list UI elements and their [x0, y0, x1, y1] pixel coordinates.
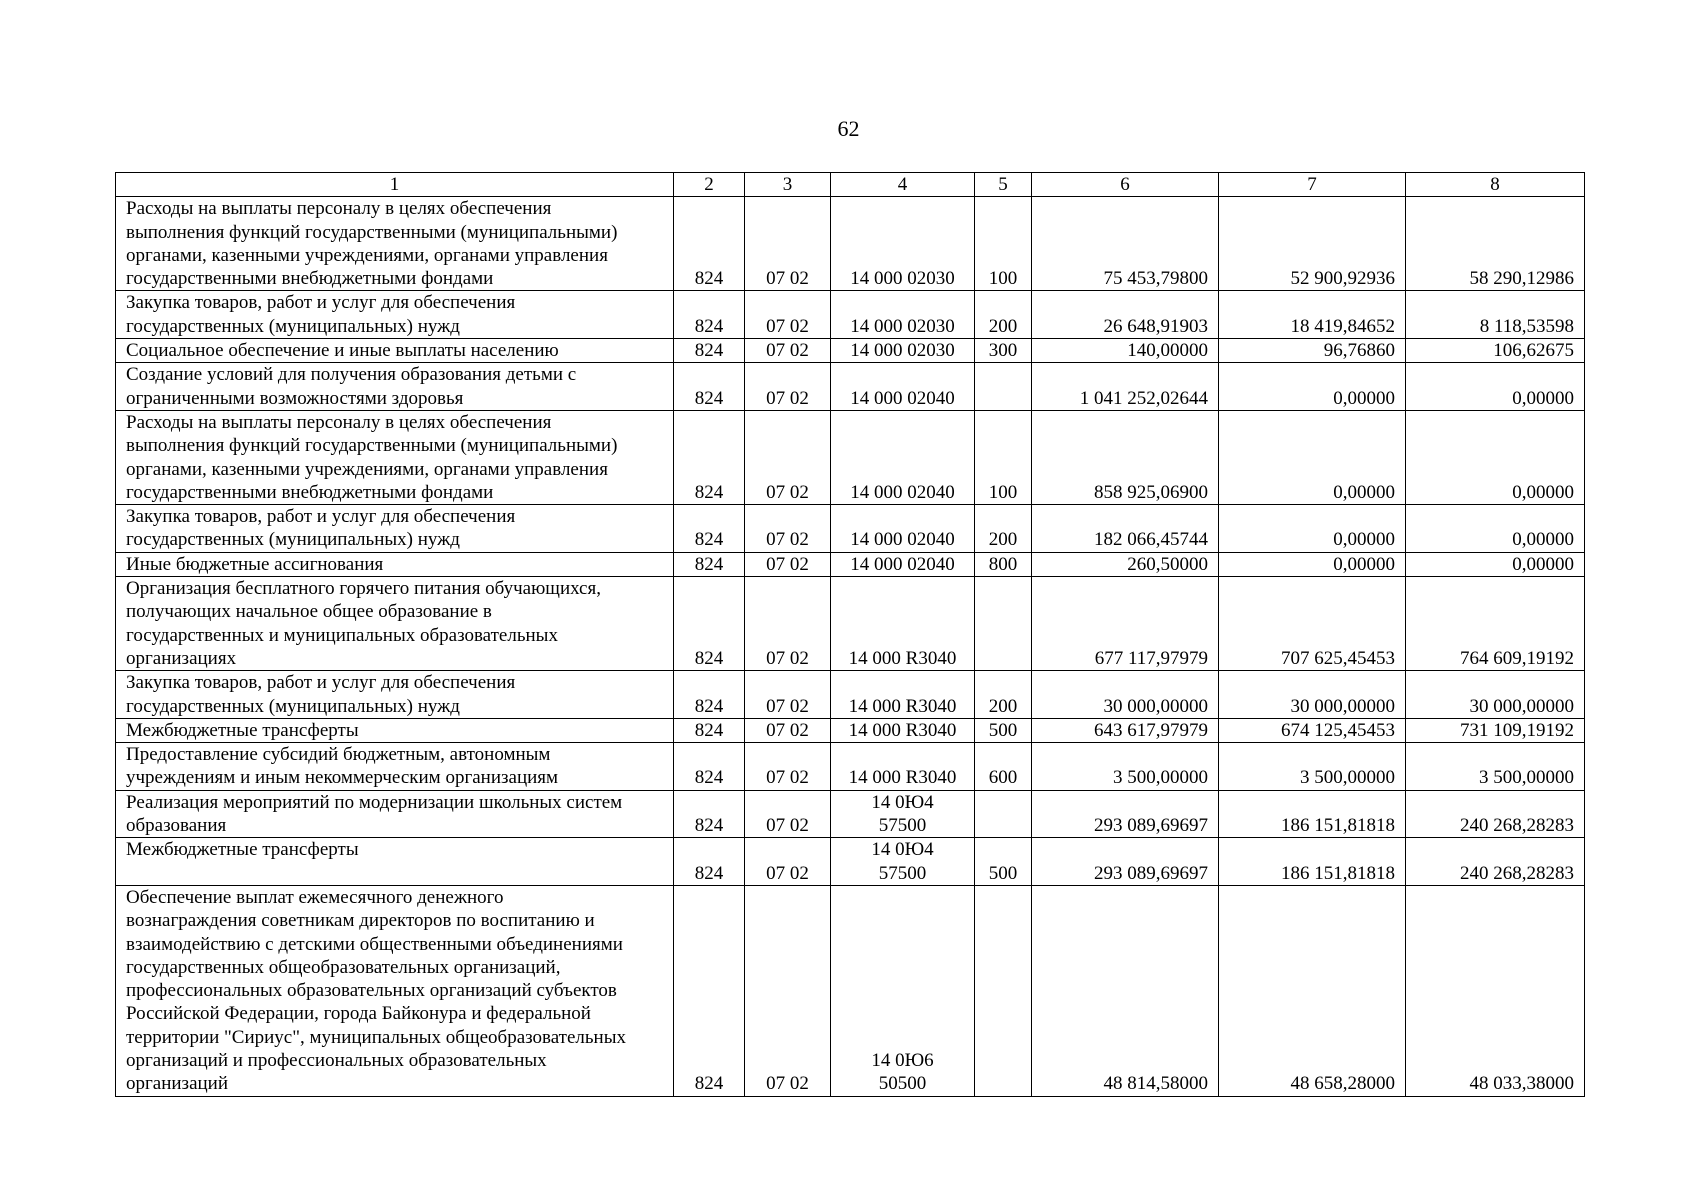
expense-name-line: государственных и муниципальных образовательных: [126, 624, 558, 646]
target-article-code-line: 14 000 R3040: [848, 695, 957, 717]
column-number-row: [116, 173, 1585, 197]
expense-name-line: государственных (муниципальных) нужд: [126, 315, 460, 337]
ministry-code: 824: [674, 718, 745, 742]
target-article-code: [831, 291, 975, 339]
amount-year-2: 52 900,92936: [1219, 197, 1406, 291]
section-code: 07 02: [745, 552, 831, 576]
target-article-code-line: 14 000 02030: [850, 315, 955, 337]
target-article-code-line: 50500: [878, 1073, 927, 1095]
amount-year-3: 48 033,38000: [1406, 885, 1585, 1096]
expense-name-line: профессиональных образовательных организаций субъектов: [126, 980, 617, 1002]
expense-name-line: организациях: [126, 647, 237, 669]
ministry-code: 824: [674, 505, 745, 553]
ministry-code: 824: [674, 197, 745, 291]
amount-year-1: 26 648,91903: [1032, 291, 1219, 339]
amount-year-3: 3 500,00000: [1406, 743, 1585, 791]
amount-year-1: 293 089,69697: [1032, 790, 1219, 838]
amount-year-2: 48 658,28000: [1219, 885, 1406, 1096]
target-article-code: [831, 885, 975, 1096]
ministry-code: 824: [674, 552, 745, 576]
section-code: 07 02: [745, 743, 831, 791]
expense-name-line: Межбюджетные трансферты: [126, 719, 359, 741]
expense-name-line: образования: [126, 815, 227, 837]
expense-kind-code: 200: [975, 291, 1032, 339]
expense-kind-code: 200: [975, 671, 1032, 719]
ministry-code: 824: [674, 838, 745, 886]
expense-name: [116, 790, 674, 838]
budget-table: [115, 172, 1585, 1097]
amount-year-3: 0,00000: [1406, 552, 1585, 576]
amount-year-3: 106,62675: [1406, 339, 1585, 363]
target-article-code: [831, 718, 975, 742]
target-article-code-line: 14 0Ю4: [871, 839, 934, 861]
target-article-code: [831, 790, 975, 838]
expense-name-line: организаций: [126, 1073, 229, 1095]
expense-kind-code: 100: [975, 197, 1032, 291]
expense-name-line: государственных (муниципальных) нужд: [126, 695, 460, 717]
target-article-code: [831, 197, 975, 291]
expense-name: [116, 291, 674, 339]
table-row: [116, 790, 1585, 838]
table-row: [116, 718, 1585, 742]
target-article-code-line: 14 000 02040: [850, 553, 955, 575]
table-row: [116, 410, 1585, 504]
amount-year-2: 3 500,00000: [1219, 743, 1406, 791]
expense-name-line: территории "Сириус", муниципальных общеобразовательных: [126, 1026, 626, 1048]
target-article-code: [831, 671, 975, 719]
expense-kind-code: 500: [975, 838, 1032, 886]
ministry-code: 824: [674, 363, 745, 411]
expense-kind-code: [975, 577, 1032, 671]
amount-year-2: 0,00000: [1219, 410, 1406, 504]
amount-year-1: 1 041 252,02644: [1032, 363, 1219, 411]
expense-name-line: Реализация мероприятий по модернизации школьных систем: [126, 791, 623, 813]
expense-name-line: Закупка товаров, работ и услуг для обеспечения: [126, 292, 516, 314]
expense-name-line: государственных (муниципальных) нужд: [126, 529, 460, 551]
target-article-code-line: 14 000 R3040: [848, 719, 957, 741]
section-code: 07 02: [745, 671, 831, 719]
expense-name-line: получающих начальное общее образование в: [126, 601, 492, 623]
table-row: [116, 197, 1585, 291]
amount-year-2: 0,00000: [1219, 552, 1406, 576]
amount-year-2: 674 125,45453: [1219, 718, 1406, 742]
amount-year-1: 75 453,79800: [1032, 197, 1219, 291]
expense-name: [116, 339, 674, 363]
table-row: [116, 291, 1585, 339]
amount-year-3: 731 109,19192: [1406, 718, 1585, 742]
column-number-1: 1: [116, 173, 674, 197]
expense-name: [116, 577, 674, 671]
section-code: 07 02: [745, 718, 831, 742]
ministry-code: 824: [674, 671, 745, 719]
expense-name-line: организаций и профессиональных образовательных: [126, 1049, 547, 1071]
section-code: 07 02: [745, 505, 831, 553]
ministry-code: 824: [674, 291, 745, 339]
ministry-code: 824: [674, 339, 745, 363]
amount-year-3: 0,00000: [1406, 363, 1585, 411]
expense-name-line: Закупка товаров, работ и услуг для обеспечения: [126, 672, 516, 694]
expense-kind-code: 200: [975, 505, 1032, 553]
section-code: 07 02: [745, 838, 831, 886]
column-number-2: 2: [674, 173, 745, 197]
amount-year-1: 3 500,00000: [1032, 743, 1219, 791]
section-code: 07 02: [745, 291, 831, 339]
amount-year-2: 0,00000: [1219, 363, 1406, 411]
target-article-code-line: 57500: [878, 862, 927, 884]
expense-name-line: Организация бесплатного горячего питания обучающихся,: [126, 578, 601, 600]
column-number-6: 6: [1032, 173, 1219, 197]
ministry-code: 824: [674, 410, 745, 504]
amount-year-2: 18 419,84652: [1219, 291, 1406, 339]
expense-name: [116, 838, 674, 886]
amount-year-3: 58 290,12986: [1406, 197, 1585, 291]
expense-kind-code: 300: [975, 339, 1032, 363]
target-article-code: [831, 339, 975, 363]
target-article-code-line: 14 000 R3040: [848, 647, 957, 669]
expense-name-line: Предоставление субсидий бюджетным, автономным: [126, 744, 551, 766]
table-row: [116, 577, 1585, 671]
column-number-3: 3: [745, 173, 831, 197]
target-article-code-line: 14 000 02040: [850, 529, 955, 551]
amount-year-1: 48 814,58000: [1032, 885, 1219, 1096]
column-number-4: 4: [831, 173, 975, 197]
target-article-code-line: 14 0Ю6: [871, 1049, 934, 1071]
ministry-code: 824: [674, 743, 745, 791]
amount-year-1: 182 066,45744: [1032, 505, 1219, 553]
target-article-code: [831, 505, 975, 553]
amount-year-3: 30 000,00000: [1406, 671, 1585, 719]
table-row: [116, 552, 1585, 576]
section-code: 07 02: [745, 790, 831, 838]
amount-year-1: 858 925,06900: [1032, 410, 1219, 504]
expense-name-line: государственными внебюджетными фондами: [126, 268, 494, 290]
target-article-code: [831, 363, 975, 411]
amount-year-1: 140,00000: [1032, 339, 1219, 363]
amount-year-1: 293 089,69697: [1032, 838, 1219, 886]
expense-name-line: ограниченными возможностями здоровья: [126, 387, 464, 409]
expense-name-line: [126, 862, 669, 885]
target-article-code: [831, 577, 975, 671]
amount-year-3: 240 268,28283: [1406, 838, 1585, 886]
expense-kind-code: 500: [975, 718, 1032, 742]
expense-name-line: органами, казенными учреждениями, органами управления: [126, 244, 608, 266]
section-code: 07 02: [745, 410, 831, 504]
ministry-code: 824: [674, 790, 745, 838]
section-code: 07 02: [745, 363, 831, 411]
table-row: [116, 505, 1585, 553]
column-number-5: 5: [975, 173, 1032, 197]
amount-year-3: 0,00000: [1406, 505, 1585, 553]
expense-name-line: Расходы на выплаты персоналу в целях обеспечения: [126, 411, 552, 433]
column-number-7: 7: [1219, 173, 1406, 197]
table-row: [116, 743, 1585, 791]
amount-year-3: 240 268,28283: [1406, 790, 1585, 838]
expense-name-line: Иные бюджетные ассигнования: [126, 553, 384, 575]
target-article-code-line: 14 000 02040: [850, 481, 955, 503]
expense-name: [116, 743, 674, 791]
target-article-code-line: 14 0Ю4: [871, 791, 934, 813]
expense-name: [116, 671, 674, 719]
amount-year-2: 30 000,00000: [1219, 671, 1406, 719]
expense-name: [116, 552, 674, 576]
expense-name: [116, 885, 674, 1096]
expense-name-line: выполнения функций государственными (муниципальными): [126, 435, 618, 457]
expense-kind-code: 100: [975, 410, 1032, 504]
table-row: [116, 671, 1585, 719]
expense-name-line: Расходы на выплаты персоналу в целях обеспечения: [126, 198, 552, 220]
expense-name-line: Межбюджетные трансферты: [126, 839, 359, 861]
target-article-code: [831, 552, 975, 576]
amount-year-1: 677 117,97979: [1032, 577, 1219, 671]
target-article-code: [831, 410, 975, 504]
expense-name-line: Социальное обеспечение и иные выплаты населению: [126, 340, 559, 362]
table-row: [116, 339, 1585, 363]
target-article-code-line: 14 000 R3040: [848, 767, 957, 789]
target-article-code-line: 57500: [878, 815, 927, 837]
ministry-code: 824: [674, 577, 745, 671]
expense-kind-code: [975, 790, 1032, 838]
column-number-8: 8: [1406, 173, 1585, 197]
expense-name: [116, 410, 674, 504]
amount-year-2: 0,00000: [1219, 505, 1406, 553]
target-article-code: [831, 838, 975, 886]
amount-year-3: 0,00000: [1406, 410, 1585, 504]
amount-year-3: 8 118,53598: [1406, 291, 1585, 339]
amount-year-1: 260,50000: [1032, 552, 1219, 576]
target-article-code-line: 14 000 02030: [850, 268, 955, 290]
expense-name-line: Создание условий для получения образования детьми с: [126, 364, 577, 386]
amount-year-2: 96,76860: [1219, 339, 1406, 363]
target-article-code-line: 14 000 02030: [850, 340, 955, 362]
section-code: 07 02: [745, 885, 831, 1096]
expense-name-line: государственных общеобразовательных организаций,: [126, 956, 561, 978]
expense-name-line: выполнения функций государственными (муниципальными): [126, 221, 618, 243]
expense-kind-code: 800: [975, 552, 1032, 576]
table-row: [116, 838, 1585, 886]
expense-name: [116, 197, 674, 291]
expense-kind-code: 600: [975, 743, 1032, 791]
amount-year-1: 30 000,00000: [1032, 671, 1219, 719]
ministry-code: 824: [674, 885, 745, 1096]
expense-kind-code: [975, 885, 1032, 1096]
expense-name: [116, 363, 674, 411]
amount-year-2: 186 151,81818: [1219, 790, 1406, 838]
amount-year-2: 707 625,45453: [1219, 577, 1406, 671]
expense-name-line: Обеспечение выплат ежемесячного денежного: [126, 886, 504, 908]
target-article-code-line: 14 000 02040: [850, 387, 955, 409]
page-number: 62: [837, 116, 860, 141]
target-article-code: [831, 743, 975, 791]
amount-year-1: 643 617,97979: [1032, 718, 1219, 742]
section-code: 07 02: [745, 197, 831, 291]
expense-name-line: учреждениям и иным некоммерческим организациям: [126, 767, 559, 789]
expense-name-line: Закупка товаров, работ и услуг для обеспечения: [126, 506, 516, 528]
table-row: [116, 363, 1585, 411]
expense-name-line: государственными внебюджетными фондами: [126, 481, 494, 503]
expense-name-line: вознаграждения советникам директоров по воспитанию и: [126, 910, 595, 932]
amount-year-3: 764 609,19192: [1406, 577, 1585, 671]
expense-name: [116, 505, 674, 553]
table-row: [116, 885, 1585, 1096]
amount-year-2: 186 151,81818: [1219, 838, 1406, 886]
expense-name-line: органами, казенными учреждениями, органами управления: [126, 458, 608, 480]
section-code: 07 02: [745, 577, 831, 671]
expense-name-line: взаимодействию с детскими общественными объединениями: [126, 933, 623, 955]
expense-name-line: Российской Федерации, города Байконура и федеральной: [126, 1003, 591, 1025]
expense-kind-code: [975, 363, 1032, 411]
expense-name: [116, 718, 674, 742]
section-code: 07 02: [745, 339, 831, 363]
